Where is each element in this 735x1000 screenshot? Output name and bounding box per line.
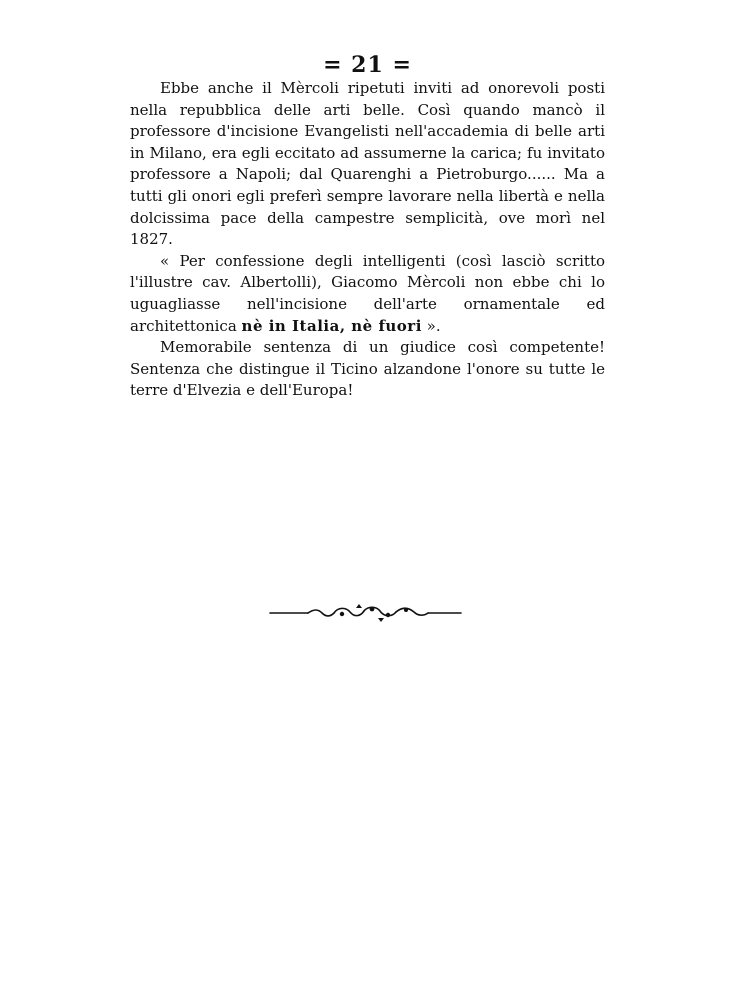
quote-emphasis: nè in Italia, nè fuori <box>241 316 422 335</box>
paragraph-2-quote <box>130 251 605 337</box>
quote-close: ». <box>421 316 441 335</box>
flourish-ornament-icon <box>268 600 463 624</box>
body-text <box>130 78 605 402</box>
page-number: = 21 = <box>323 52 412 78</box>
paragraph-3-text: Memorabile sentenza di un giudice così competente! Sentenza che distingue il Ticino alzandone l'onore su tutte le terre d'Elvezia e dell'Europa! <box>130 338 605 400</box>
paragraph-1-text: Ebbe anche il Mèrcoli ripetuti inviti ad onorevoli posti nella repubblica delle arti belle. Così quando mancò il professore d'incisione Evangelisti nell'accademia di belle arti in Milano, era egli eccitato ad assumerne la carica; fu invitato professore a Napoli; dal Quarenghi a Pietroburgo...... Ma a tutti gli onori egli preferì sempre lavorare nella libertà e nella dolcissima pace della campestre semplicità, ove morì nel 1827. <box>130 79 605 249</box>
paragraph-1 <box>130 78 605 251</box>
paragraph-3 <box>130 337 605 402</box>
quote-text: « Per confessione degli intelligenti (così lasciò scritto l'illustre cav. Albertolli), Giacomo Mèrcoli non ebbe chi lo uguagliasse nell'incisione dell'arte ornamentale ed architettonica <box>130 251 605 335</box>
